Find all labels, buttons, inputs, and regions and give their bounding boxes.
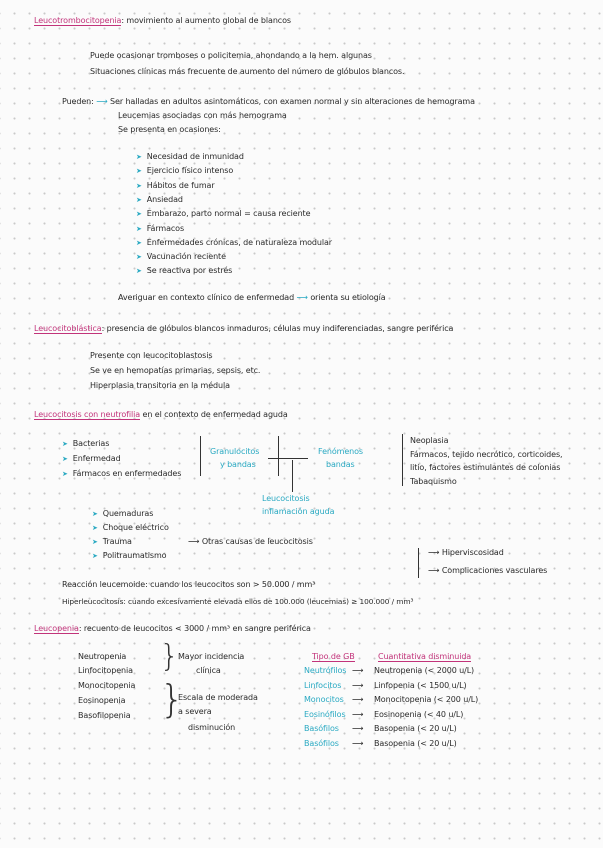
arrow-icon: ⟶	[352, 695, 364, 705]
brace-divider	[278, 436, 279, 476]
s4-type: Linfocitopenia	[78, 666, 133, 675]
s4-type: Eosinopenia	[78, 696, 126, 705]
connector-line	[268, 458, 308, 459]
section4-title: Leucopenia	[34, 624, 79, 633]
s4-cell-type: Neutrófilos	[304, 666, 347, 675]
arrow-icon: ⟶	[428, 548, 442, 557]
s4-type: Monocitopenia	[78, 681, 136, 690]
s1-closing-text: Averiguar en contexto clínico de enfermedad	[118, 293, 295, 302]
s4-cell-value: Eosinopenia (< 40 u/L)	[374, 709, 464, 719]
s4-note2a: Escala de moderada	[178, 693, 258, 702]
bullet-arrow-icon: ➤	[92, 524, 98, 532]
s4-cell-type: Linfocitos	[304, 680, 342, 690]
s1-bullet-item	[136, 181, 215, 191]
s3-bl-label: Choque eléctrico	[102, 523, 169, 532]
s1-causa3: Se presenta en ocasiones:	[118, 125, 221, 134]
s4-type: Basofilopenia	[78, 711, 131, 720]
section3-title: Leucocitosis con neutrofilia	[34, 410, 141, 419]
bullet-arrow-icon: ➤	[62, 455, 68, 463]
s4-col1-head	[312, 652, 355, 662]
s3-left-label: Fármacos en enfermedades	[72, 469, 182, 478]
s1-bullet-label: Hábitos de fumar	[146, 180, 215, 190]
bullet-arrow-icon: ➤	[136, 238, 142, 247]
s1-causas	[62, 97, 475, 107]
bullet-arrow-icon: ➤	[92, 538, 98, 546]
s3-reaction: Reacción leucemoide: cuando los leucocitos son > 50.000 / mm³	[62, 580, 316, 589]
s3-br-1	[428, 548, 504, 558]
s3-right-3: litio, factores estimulantes de colonias	[410, 463, 561, 472]
s4-cell-type: Eosinófilos	[304, 709, 346, 719]
bullet-arrow-icon: ➤	[136, 224, 142, 233]
s4-cell-value: Neutropenia (< 2000 u/L)	[374, 666, 475, 675]
s3-bl-label: Politraumatismo	[102, 551, 167, 560]
brace-divider	[402, 434, 403, 486]
s2-line1: Presente con leucocitoblastosis	[90, 351, 213, 360]
s4-cell-value: Monocitopenia (< 200 u/L)	[374, 695, 479, 705]
brace-icon: }	[160, 639, 180, 674]
s4-cell-value: Basopenia (< 20 u/L)	[374, 739, 457, 748]
s4-cell-type: Monocitos	[304, 695, 344, 705]
s1-closing	[118, 293, 386, 303]
s1-bullet-item	[136, 166, 233, 176]
s1-bullet-item	[136, 238, 332, 248]
arrow-icon: ⟶	[188, 537, 202, 546]
arrow-icon: ⟶	[296, 293, 311, 302]
s4-note1b: clínica	[196, 666, 221, 675]
s1-bullet-label: Ejercicio físico intenso	[146, 166, 234, 176]
s3-under-2: inflamación aguda	[262, 507, 335, 516]
s3-bl-arrow	[188, 537, 313, 547]
s1-line1: Puede ocasionar tromboses o policitemia, ahondando a la hem. algunas	[90, 51, 372, 60]
s1-bullet-label: Se reactiva por estrés	[146, 266, 233, 276]
s3-left-label: Enfermedad	[72, 454, 121, 463]
s3-hyperleuco: Hiperleucocitosis: cuando excesivamente elevada ellos de 100.000 (leucemias) ≥ 100.000 / mm³	[62, 597, 414, 606]
section1-title-rest: : movimiento al aumento global de blancos	[121, 16, 291, 25]
bullet-arrow-icon: ➤	[92, 552, 98, 560]
s3-bl-item	[92, 523, 169, 533]
s3-bl-label: Quemaduras	[102, 509, 154, 518]
s1-bullet-label: Ansiedad	[146, 194, 183, 204]
s4-cell-value: Linfopenia (< 1500 u/L)	[374, 680, 467, 690]
s4-col1-head-text: Tipo de GB	[312, 652, 355, 661]
s1-bullet-item	[136, 209, 310, 219]
s3-right-4: Tabaquismo	[410, 477, 457, 486]
bullet-arrow-icon: ➤	[136, 181, 142, 190]
section3-title-rest: en el contexto de enfermedad aguda	[140, 410, 288, 419]
s4-type: Neutropenia	[78, 652, 127, 661]
arrow-icon: ⟶	[352, 739, 364, 748]
section1-heading	[34, 16, 291, 26]
s3-right-1: Neoplasia	[410, 436, 449, 445]
section2-heading	[34, 324, 453, 334]
s4-col2-head	[378, 652, 471, 662]
bullet-arrow-icon: ➤	[62, 470, 68, 478]
s3-right-2: Fármacos, tejido necrótico, corticoides,	[410, 450, 563, 459]
section1-title: Leucotrombocitopenia	[34, 16, 122, 25]
s1-bullet-label: Necesidad de inmunidad	[146, 152, 244, 161]
bullet-arrow-icon: ➤	[136, 167, 142, 176]
brace-icon: }	[160, 677, 185, 721]
s3-br-label: Hiperviscosidad	[441, 548, 504, 557]
s3-rbox-2: bandas	[326, 460, 355, 469]
s3-under-1: Leucocitosis	[262, 494, 310, 503]
section2-title: Leucocitoblástica	[34, 324, 102, 333]
arrow-icon: ⟶	[96, 97, 108, 106]
s3-br-label: Complicaciones vasculares	[441, 566, 548, 575]
brace-divider	[418, 548, 419, 578]
s4-cell-value: Basopenia (< 20 u/L)	[374, 724, 457, 734]
s1-bullet-label: Vacunación reciente	[146, 252, 226, 262]
arrow-icon: ⟶	[428, 566, 442, 575]
s1-bullet-label: Embarazo, parto normal = causa reciente	[146, 209, 311, 219]
s1-bullet-item	[136, 224, 184, 234]
s3-bl-arrow-label: Otras causas de leucocitosis	[201, 537, 313, 546]
s1-bullet-item	[136, 195, 183, 205]
s4-cell-type: Basófilos	[304, 724, 339, 734]
brace-divider	[200, 436, 201, 476]
bullet-arrow-icon: ➤	[136, 267, 142, 276]
s3-mid-1: Granulocitos	[210, 447, 260, 456]
s4-cell-type: Basófilos	[304, 739, 339, 748]
s3-bl-item	[92, 509, 153, 519]
bullet-arrow-icon: ➤	[136, 195, 142, 204]
s3-bl-item	[92, 537, 132, 547]
s1-causas-label: Pueden:	[62, 97, 94, 106]
arrow-icon: ⟶	[352, 666, 364, 675]
section4-title-rest: : recuento de leucocitos < 3000 / mm³ en sangre periférica	[78, 624, 311, 633]
s1-bullet-label: Enfermedades crónicas, de naturaleza modular	[146, 237, 332, 247]
s1-causa2: Leucemias asociadas con más hemograma	[118, 111, 287, 120]
s1-bullet-item	[136, 152, 244, 162]
s3-left-item	[62, 469, 181, 479]
s1-closing-b: orienta su etiología	[310, 293, 386, 302]
section2-title-rest: : presencia de glóbulos blancos inmaduros, células muy indiferenciadas, sangre periférica	[101, 324, 454, 333]
bullet-arrow-icon: ➤	[136, 210, 142, 219]
bullet-arrow-icon: ➤	[136, 153, 142, 161]
connector-line	[292, 460, 293, 492]
s3-left-label: Bacterias	[72, 439, 110, 448]
s3-br-2	[428, 566, 547, 576]
s2-line3: Hiperplasia transitoria en la médula	[90, 381, 230, 390]
section4-heading	[34, 624, 311, 634]
s3-left-item	[62, 439, 109, 449]
s3-mid-2: y bandas	[220, 460, 256, 469]
s1-bullet-label: Fármacos	[146, 223, 185, 233]
s1-line2: Situaciones clínicas más frecuente de aumento del número de glóbulos blancos.	[90, 67, 405, 76]
s1-bullet-item	[136, 252, 226, 262]
section3-heading	[34, 410, 288, 420]
s3-rbox-1: Fenómenos	[318, 447, 363, 456]
s3-bl-label: Trauma	[102, 537, 132, 546]
s2-line2: Se ve en hemopatías primarias, sepsis, etc.	[90, 366, 261, 375]
s1-causa1: Ser halladas en adultos asintomáticos, con examen normal y sin alteraciones de hemograma	[110, 97, 475, 106]
arrow-icon: ⟶	[352, 724, 364, 734]
arrow-icon: ⟶	[352, 709, 364, 719]
bullet-arrow-icon: ➤	[62, 440, 68, 448]
bullet-arrow-icon: ➤	[136, 253, 142, 262]
arrow-icon: ⟶	[352, 680, 364, 690]
s4-note2b: a severa	[178, 707, 212, 716]
s3-left-item	[62, 454, 121, 464]
s1-bullet-item	[136, 266, 232, 276]
s4-col2-head-text: Cuantitativa disminuida	[378, 652, 472, 661]
bullet-arrow-icon: ➤	[92, 510, 98, 518]
s4-note1a: Mayor incidencia	[178, 652, 245, 661]
s3-bl-item	[92, 551, 166, 561]
s4-note2c: disminución	[188, 723, 236, 732]
